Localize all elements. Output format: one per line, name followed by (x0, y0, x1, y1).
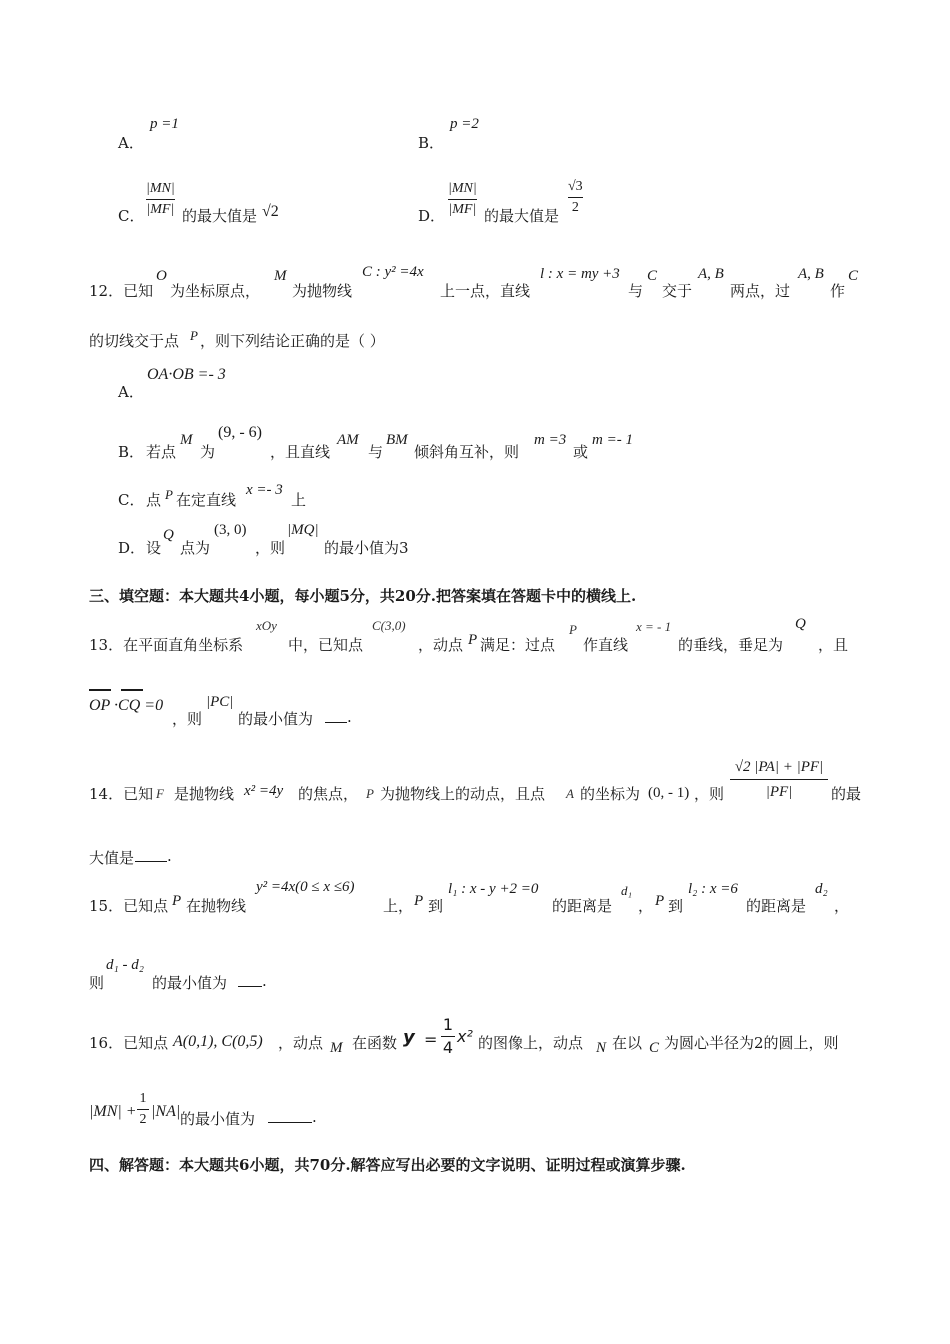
question-text: 上一点，直线 (440, 282, 531, 300)
question-text: 为坐标原点， (170, 282, 261, 300)
math-var: Q (163, 527, 174, 543)
math-var: AM (337, 432, 359, 448)
option-text: 与 (368, 443, 384, 461)
math-var: M (330, 1040, 343, 1056)
fraction (441, 1015, 455, 1058)
question-text: ，动点 (418, 636, 464, 654)
option-label: A． (118, 134, 144, 152)
math-expr: x² (457, 1027, 473, 1046)
option-text: 或 (573, 443, 589, 461)
math-expr: C(3,0) (372, 618, 406, 633)
question-number: 13．在平面直角坐标系 (89, 636, 244, 654)
option-label: B． (418, 134, 445, 152)
fraction (730, 756, 828, 803)
option-label: A． (118, 383, 144, 401)
math-var: N (596, 1040, 607, 1056)
math-var: C (647, 268, 658, 284)
math-expr: x = - 1 (636, 619, 672, 634)
question-text: ，则 (694, 785, 725, 803)
question-text: 则 (89, 974, 105, 992)
math-expr: √2 (262, 203, 279, 220)
question-text: ，则 (172, 710, 203, 728)
fraction-numerator: |MN| (146, 181, 175, 196)
math-expr: A(0,1), C(0,5) (173, 1033, 263, 1050)
question-text: 到 (668, 897, 684, 915)
fraction-denominator: |MF| (146, 202, 175, 217)
math-var: P (655, 893, 665, 909)
question-text: 的最小值为 (152, 974, 228, 992)
question-text: 的图像上，动点 (478, 1034, 584, 1052)
fraction (448, 180, 477, 219)
question-text: . (347, 708, 352, 726)
math-var: F (156, 786, 164, 801)
math-expr: l₁ : x - y +2 =0 (448, 881, 539, 897)
question-text: 大值是 (89, 849, 135, 867)
question-text: 的切线交于点 (89, 332, 180, 350)
question-text: 的最 (831, 785, 862, 803)
math-expr: p =2 (450, 116, 479, 132)
option-text: 点为 (180, 539, 211, 557)
fraction-numerator: |MN| (448, 181, 477, 196)
question-text: 为抛物线上的动点，且点 (380, 785, 546, 803)
option-text: 为 (200, 443, 216, 461)
question-text: 在以 (612, 1034, 643, 1052)
question-text: ，则下列结论正确的是（ ） (200, 332, 385, 350)
math-var: A, B (798, 266, 824, 282)
answer-blank[interactable] (135, 847, 167, 862)
question-text: 的距离是 (746, 897, 807, 915)
question-text: 中，已知点 (288, 636, 364, 654)
question-number: 15．已知点 (89, 897, 169, 915)
math-var: BM (386, 432, 408, 448)
option-text: ，则 (255, 539, 286, 557)
math-expr: x =- 3 (246, 482, 283, 498)
math-expr: d₁ - d₂ (106, 957, 144, 973)
section-heading: 四、解答题：本大题共6小题，共70分.解答应写出必要的文字说明、证明过程或演算步骤. (89, 1156, 686, 1174)
question-number: 14．已知 (89, 785, 154, 803)
math-var: O (156, 268, 167, 284)
question-text: . (167, 847, 172, 865)
question-text: . (262, 972, 267, 990)
fraction-numerator: 1 (139, 1091, 147, 1106)
math-expr: (0, - 1) (648, 785, 690, 801)
fraction-denominator: 2 (139, 1112, 147, 1127)
question-text: 是抛物线 (174, 785, 235, 803)
math-expr: |NA| (151, 1103, 181, 1120)
math-var: C (848, 268, 859, 284)
question-text: 交于 (662, 282, 693, 300)
answer-blank[interactable] (325, 708, 347, 723)
option-text: 在定直线 (176, 491, 237, 509)
question-number: 12．已知 (89, 282, 154, 300)
question-text: 的坐标为 (580, 785, 641, 803)
fraction (137, 1090, 149, 1129)
math-expr: (9, - 6) (218, 424, 262, 441)
question-text: . (312, 1108, 317, 1126)
math-var: M (180, 432, 193, 448)
question-text: 作 (830, 282, 846, 300)
question-text: 为圆心半径为2的圆上，则 (664, 1034, 839, 1052)
question-text: ， (834, 897, 850, 915)
math-var: A, B (698, 266, 724, 282)
math-expr: |PC| (206, 694, 234, 710)
math-expr: l₂ : x =6 (688, 881, 738, 897)
answer-blank[interactable] (238, 972, 262, 987)
math-var: P (165, 487, 173, 502)
math-var: P (569, 622, 577, 637)
question-text: ，且 (818, 636, 849, 654)
math-expr: m =3 (534, 432, 567, 448)
question-text: 的焦点， (298, 785, 359, 803)
option-text: ，且直线 (270, 443, 331, 461)
math-expr: p =1 (150, 116, 179, 132)
answer-blank[interactable] (268, 1108, 312, 1123)
question-text: ，动点 (278, 1034, 324, 1052)
option-text: 的最大值是 (182, 207, 258, 225)
math-var: P (414, 893, 424, 909)
option-text: 的最小值为3 (324, 539, 409, 557)
option-label: D． (418, 207, 446, 225)
section-heading: 三、填空题：本大题共4小题，每小题5分，共20分.把答案填在答题卡中的横线上. (89, 587, 637, 605)
fraction (568, 178, 583, 217)
math-var: C (649, 1040, 660, 1056)
fraction-denominator: |PF| (765, 784, 793, 800)
option-label: C． (118, 491, 145, 509)
fraction-numerator: √3 (568, 179, 583, 194)
math-expr: (3, 0) (214, 522, 247, 538)
question-text: 的垂线，垂足为 (678, 636, 784, 654)
math-var: d₂ (815, 881, 828, 897)
fraction-denominator: 4 (442, 1038, 454, 1057)
question-text: 到 (428, 897, 444, 915)
math-var: P (468, 632, 478, 648)
option-text: 倾斜角互补，则 (414, 443, 520, 461)
question-text: 两点，过 (730, 282, 791, 300)
question-number: 16．已知点 (89, 1034, 169, 1052)
option-text: 的最大值是 (484, 207, 560, 225)
fraction-numerator: 1 (442, 1015, 454, 1034)
option-text: 点 (146, 491, 162, 509)
math-var: Q (795, 616, 806, 632)
fraction-numerator: √2 |PA| + |PF| (734, 759, 824, 775)
math-expr: y² =4x(0 ≤ x ≤6) (256, 879, 355, 895)
math-expr: |MN| + (89, 1103, 137, 1120)
option-label: B． (118, 443, 145, 461)
math-var: y (403, 1027, 415, 1048)
question-text: 与 (628, 282, 644, 300)
option-text: 设 (146, 539, 162, 557)
question-text: 上， (383, 897, 414, 915)
option-text: 上 (291, 491, 307, 509)
option-label: D． (118, 539, 146, 557)
question-text: 的最小值为 (180, 1110, 256, 1128)
math-expr: |MQ| (287, 522, 319, 538)
option-text: 若点 (146, 443, 177, 461)
math-var: P (172, 893, 182, 909)
math-expr: l : x = my +3 (540, 266, 620, 282)
math-expr: C : y² =4x (362, 264, 424, 280)
vector-arrow-icon (89, 689, 111, 696)
vector-arrow-icon (121, 689, 143, 696)
fraction (146, 180, 175, 219)
fraction-denominator: 2 (571, 200, 579, 215)
question-text: 的距离是 (552, 897, 613, 915)
question-text: 在抛物线 (186, 897, 247, 915)
math-var: P (190, 328, 198, 343)
question-text: 的最小值为 (238, 710, 314, 728)
question-text: 在函数 (352, 1034, 398, 1052)
math-expr: OA·OB =- 3 (147, 366, 226, 383)
math-var: P (366, 786, 374, 801)
math-expr: m =- 1 (592, 432, 633, 448)
question-text: ， (638, 897, 654, 915)
math-expr: x² =4y (244, 783, 284, 799)
question-text: 为抛物线 (292, 282, 353, 300)
math-var: M (274, 268, 287, 284)
question-text: 作直线 (583, 636, 629, 654)
math-expr: = (424, 1030, 438, 1049)
math-var: d₁ (621, 883, 633, 898)
math-var: A (566, 786, 574, 801)
math-expr: OP ·CQ =0 (89, 697, 164, 714)
question-text: 满足：过点 (480, 636, 556, 654)
fraction-denominator: |MF| (448, 202, 477, 217)
option-label: C． (118, 207, 145, 225)
math-expr: xOy (256, 618, 277, 633)
